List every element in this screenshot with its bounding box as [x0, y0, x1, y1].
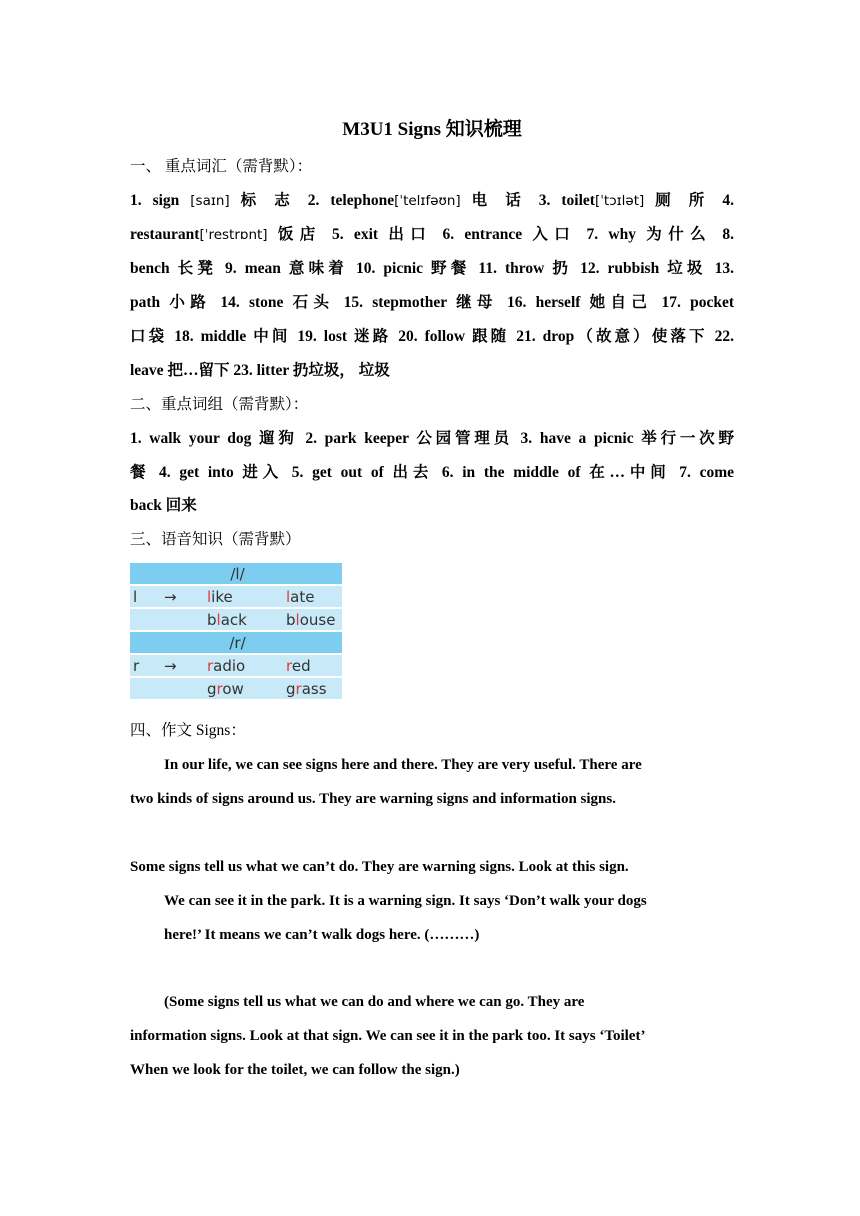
essay-line: here!’ It means we can’t walk dogs here. (………) [164, 927, 480, 943]
page-title: M3U1 Signs 知识梳理 [342, 119, 522, 140]
phonics-row [130, 678, 342, 699]
vocab-meaning: 厕 所 [655, 192, 712, 209]
phonics-word: like [204, 586, 283, 607]
essay-line: two kinds of signs around us. They are warning signs and information signs. [130, 791, 616, 807]
phonics-word: late [283, 586, 342, 607]
vocab-word: restaurant [130, 226, 200, 243]
section1-heading: 一、 重点词汇（需背默）： [130, 158, 313, 175]
phonics-row [130, 655, 342, 676]
vocab-meaning: 标 志 [240, 192, 297, 209]
phrase-line-1: 1. walk your dog 遛狗 2. park keeper 公园管理员 3. have a picnic 举行一次野 [130, 430, 734, 447]
vocab-phonetic: [ˈtelɪfəʊn] [394, 193, 461, 209]
vocab-word: 3. toilet [538, 192, 595, 209]
phrase-line-2: 餐 4. get into 进入 5. get out of 出去 6. in the middle of 在…中间 7. come [130, 464, 734, 481]
vocab-word: 1. sign [130, 192, 180, 209]
phrase-line-3: back 回来 [130, 497, 197, 514]
phonics-letter: l [130, 586, 161, 607]
phonics-word: grass [283, 678, 342, 699]
essay-line: When we look for the toilet, we can follow the sign.) [130, 1062, 460, 1078]
vocab-phonetic: [ˈtɔɪlət] [594, 193, 645, 209]
essay-line: We can see it in the park. It is a warning sign. It says ‘Don’t walk your dogs [164, 893, 647, 909]
vocab-word: 2. telephone [307, 192, 395, 209]
vocab-number: 4. [722, 192, 734, 209]
phonics-letter: r [130, 655, 161, 676]
arrow-icon: → [161, 586, 204, 607]
phonics-word: blouse [283, 609, 342, 630]
phonics-word: red [283, 655, 342, 676]
phonics-word: radio [204, 655, 283, 676]
phonics-sound: /r/ [130, 632, 342, 653]
vocab-line-1 [130, 191, 734, 211]
vocab-line-5: 口袋 18. middle 中间 19. lost 迷路 20. follow 跟随 21. drop（故意）使落下 22. [130, 328, 734, 345]
vocab-word: 6. entrance [442, 226, 523, 243]
phonics-row [130, 586, 342, 607]
vocab-line-4: path 小路 14. stone 石头 15. stepmother 继母 16. herself 她自己 17. pocket [130, 294, 734, 311]
section2-heading: 二、重点词组（需背默）： [130, 396, 309, 413]
essay-line: In our life, we can see signs here and there. They are very useful. There are [164, 757, 642, 773]
vocab-meaning: 入口 [532, 226, 577, 243]
arrow-icon: → [161, 655, 204, 676]
vocab-meaning: 出口 [388, 226, 433, 243]
phonics-word: grow [204, 678, 283, 699]
phonics-header-l [130, 563, 342, 584]
vocab-word: 5. exit [332, 226, 379, 243]
phonics-table [130, 561, 342, 701]
phonics-row [130, 609, 342, 630]
essay-line: (Some signs tell us what we can do and where we can go. They are [164, 994, 585, 1010]
essay-line: information signs. Look at that sign. We can see it in the park too. It says ‘Toilet’ [130, 1028, 646, 1044]
section4-heading: 四、作文 Signs： [130, 722, 246, 739]
vocab-line-6: leave 把…留下 23. litter 扔垃圾， 垃圾 [130, 362, 390, 379]
vocab-meaning: 饭店 [277, 226, 322, 243]
vocab-line-3: bench 长凳 9. mean 意味着 10. picnic 野餐 11. throw 扔 12. rubbish 垃圾 13. [130, 260, 734, 277]
phonics-word: black [204, 609, 283, 630]
vocab-meaning: 为什么 [646, 226, 713, 243]
vocab-word: 7. why [586, 226, 636, 243]
vocab-number: 8. [722, 226, 734, 243]
vocab-phonetic: [saɪn] [190, 193, 230, 209]
section3-heading: 三、语音知识（需背默） [130, 531, 301, 548]
essay-line: Some signs tell us what we can’t do. They are warning signs. Look at this sign. [130, 859, 629, 875]
phonics-header-r [130, 632, 342, 653]
vocab-line-2 [130, 225, 734, 245]
phonics-sound: /l/ [130, 563, 342, 584]
vocab-phonetic: [ˈrestrɒnt] [199, 227, 268, 243]
vocab-meaning: 电 话 [471, 192, 528, 209]
